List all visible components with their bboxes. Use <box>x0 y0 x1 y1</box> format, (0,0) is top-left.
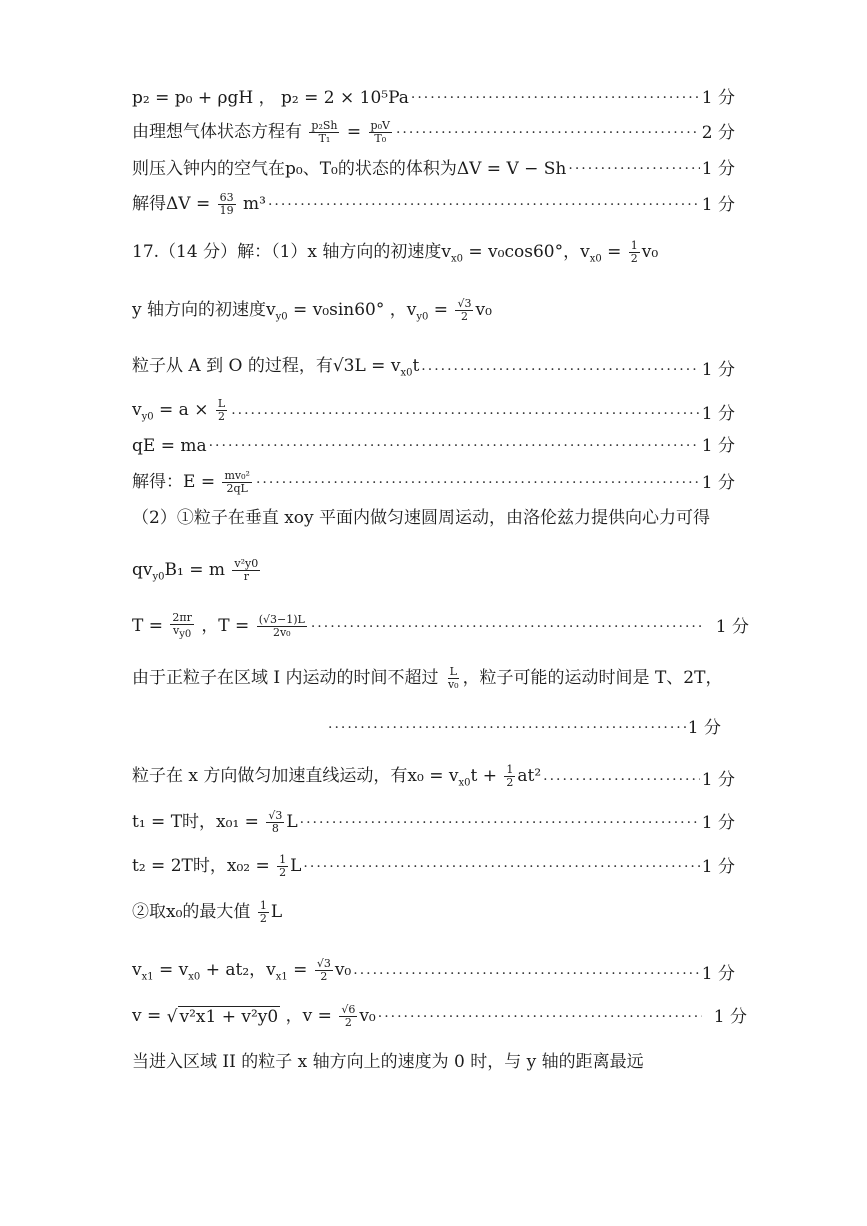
score-label: 1 分 <box>701 436 735 456</box>
paragraph-text: 由于正粒子在区域 I 内运动的时间不超过 $\frac{L}{\text{v₀}}$ ，粒子可能的运动时间是 T、2T， <box>132 665 723 691</box>
paragraph-text: 当进入区域 II 的粒子 x 轴方向上的速度为 0 时，与 y 轴的距离最远 <box>132 1052 644 1072</box>
equation-text: y 轴方向的初速度$v_{y0} = v_0\sin 60^\circ$ ，$v_{y0}$ = $\frac{√3}{2}$ v₀ <box>132 297 492 323</box>
line-lorentz <box>132 558 735 589</box>
leader-dots <box>268 193 700 217</box>
fraction: $\frac{(√3-1)L}{\text{2v₀}}$ <box>258 613 305 640</box>
equation-text: 17.（14 分）解：（1）x 轴方向的初速度$v_{x0} = v_0\cos 60^\circ$，$v_{x0}$ = $\frac{1}{2}$ v₀ <box>132 239 659 265</box>
leader-dots <box>328 716 686 740</box>
fraction: $\frac{\text{v²y0}}{r}$ <box>234 557 259 583</box>
leader-dots <box>543 768 700 792</box>
fraction: $\frac{1}{2}$ <box>630 239 638 265</box>
score-label: 2 分 <box>701 122 735 143</box>
equation-text: 粒子从 A 到 O 的过程，有$√3L = v_{x0}t$ <box>132 356 420 379</box>
line-q17-vx0 <box>132 240 735 271</box>
fraction: $\frac{\text{p₂Sh}}{\text{T₁}}$ <box>311 119 338 145</box>
leader-dots <box>209 434 700 458</box>
fraction: $\frac{√3}{2}$ <box>316 957 331 983</box>
line-vy0-a <box>132 398 735 429</box>
equation-text: t₁ = T时，x₀₁ = $\frac{√3}{8}$ L <box>132 809 298 835</box>
line-score-only <box>326 716 721 740</box>
score-label: 1 分 <box>701 359 735 380</box>
score-label: 1 分 <box>701 88 735 108</box>
line-t1 <box>132 810 735 835</box>
equation-text: v = √ v²x1 + v²y0 ，v = $\frac{√6}{2}$ v₀ <box>132 1003 376 1029</box>
equation-text: $qv_{y0}B_1 = m$ $\frac{\text{v²y0}}{r}$ <box>132 557 259 583</box>
line-part2-intro <box>132 506 735 530</box>
line-time-limit <box>132 666 735 691</box>
score-label: 1 分 <box>701 856 735 877</box>
fraction: $\frac{1}{2}$ <box>279 853 287 879</box>
line-a-to-o <box>132 354 735 385</box>
fraction: $\frac{√6}{2}$ <box>341 1003 356 1029</box>
score-label: 1 分 <box>701 963 735 984</box>
equation-text: 则压入钟内的空气在p₀、T₀的状态的体积为ΔV = V − Sh <box>132 159 567 179</box>
line-e-result <box>132 470 735 495</box>
leader-dots <box>231 402 700 426</box>
leader-dots <box>256 471 700 495</box>
fraction: $\frac{\text{p₀V}}{\text{T₀}}$ <box>370 119 390 145</box>
fraction: $\frac{1}{2}$ <box>259 899 267 925</box>
leader-dots <box>303 855 699 879</box>
line-pressure <box>132 86 735 110</box>
leader-dots <box>568 157 699 181</box>
line-vx1 <box>132 958 735 989</box>
equation-text: 粒子在 x 方向做匀加速直线运动，有$x_0 = v_{x0}t$ + $\frac{1}{2}$ at² <box>132 763 542 789</box>
leader-dots <box>421 358 699 382</box>
score-label: 1 分 <box>701 472 735 493</box>
leader-dots <box>378 1005 702 1029</box>
line-max-x0 <box>132 900 735 925</box>
score-label: 1 分 <box>701 194 735 215</box>
leader-dots <box>411 86 700 110</box>
line-conclusion <box>132 1050 735 1074</box>
line-period <box>132 611 749 641</box>
line-delta-v <box>132 192 735 217</box>
equation-text: 由理想气体状态方程有 $\frac{\text{p₂Sh}}{\text{T₁}}$ = $\frac{\text{p₀V}}{\text{T₀}}$ <box>132 119 390 145</box>
fraction: $\frac{√3}{2}$ <box>457 297 472 323</box>
fraction: $\frac{√3}{8}$ <box>268 809 283 835</box>
equation-text: p₂ = p₀ + ρgH ， p₂ = 2 × 10⁵Pa <box>132 88 409 108</box>
line-qe-ma <box>132 434 735 458</box>
leader-dots <box>300 811 700 835</box>
score-label: 1 分 <box>701 403 735 424</box>
leader-dots <box>353 962 700 986</box>
equation-text: 解得：E = $\frac{\text{mv₀²}}{2qL}$ <box>132 469 250 495</box>
equation-text: qE = ma <box>132 436 207 456</box>
fraction: $\frac{L}{2}$ <box>217 397 226 423</box>
line-gas-law <box>132 120 735 145</box>
score-label: 1 分 <box>713 1006 747 1027</box>
score-label: 1 分 <box>701 769 735 790</box>
line-t2 <box>132 854 735 879</box>
fraction: $\frac{1}{2}$ <box>506 763 514 789</box>
leader-dots <box>311 615 702 639</box>
line-vy0 <box>132 298 735 329</box>
line-v-magnitude <box>132 1003 747 1029</box>
equation-text: t₂ = 2T时，x₀₂ = $\frac{1}{2}$ L <box>132 853 302 879</box>
square-root: √ v²x1 + v²y0 <box>166 1006 279 1027</box>
fraction: $\frac{63}{19}$ <box>219 191 234 217</box>
equation-text: $v_{y0} = a$ × $\frac{L}{2}$ <box>132 397 226 423</box>
fraction: $\frac{\text{mv₀²}}{2qL}$ <box>224 469 250 495</box>
line-x-motion <box>132 764 735 795</box>
score-label: 1 分 <box>701 159 735 179</box>
fraction: $\frac{L}{\text{v₀}}$ <box>447 665 459 691</box>
fraction: $\frac{2\pi r}{v_{y0}}$ <box>172 611 192 641</box>
score-label: 1 分 <box>687 718 721 738</box>
leader-dots <box>396 121 700 145</box>
equation-text: ②取x₀的最大值 $\frac{1}{2}$ L <box>132 899 283 925</box>
paragraph-text: （2）①粒子在垂直 xoy 平面内做匀速圆周运动，由洛伦兹力提供向心力可得 <box>132 508 711 528</box>
equation-text: $v_{x1} = v_{x0} + at_2$，$v_{x1}$ = $\frac{√3}{2}$ v₀ <box>132 957 352 983</box>
score-label: 1 分 <box>701 812 735 833</box>
equation-text: T = $\frac{2\pi r}{v_{y0}}$ ，T = $\frac{(√3-1)L}{\text{2v₀}}$ <box>132 611 305 641</box>
equation-text: 解得ΔV = $\frac{63}{19}$ m³ <box>132 191 266 217</box>
line-volume <box>132 157 735 181</box>
score-label: 1 分 <box>715 616 749 637</box>
